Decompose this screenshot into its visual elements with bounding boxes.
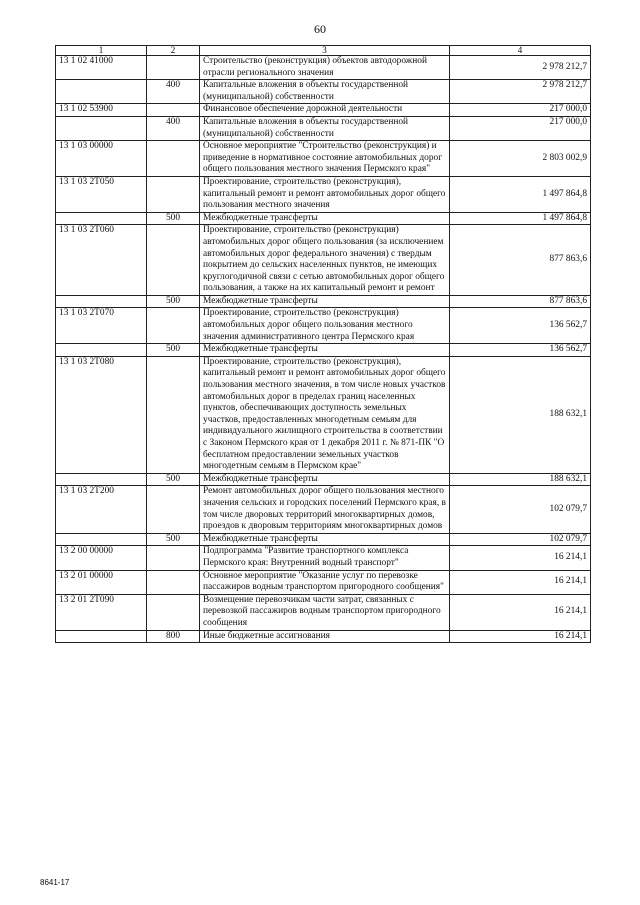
expense-type-cell: 500 [147, 473, 200, 486]
description-cell: Межбюджетные трансферты [200, 344, 450, 357]
expense-type-cell [147, 141, 200, 177]
amount-cell: 16 214,1 [450, 570, 591, 594]
amount-cell: 136 562,7 [450, 344, 591, 357]
expense-type-cell [147, 308, 200, 344]
table-row [56, 141, 591, 177]
amount-cell: 188 632,1 [450, 473, 591, 486]
amount-cell: 16 214,1 [450, 630, 591, 643]
description-cell: Финансовое обеспечение дорожной деятельности [200, 104, 450, 117]
expense-type-cell [147, 176, 200, 212]
expense-type-cell: 400 [147, 116, 200, 140]
budget-code-cell [56, 295, 147, 308]
expense-type-cell [147, 225, 200, 296]
description-cell: Основное мероприятие "Оказание услуг по перевозке пассажиров водным транспортом пригородного сообщения" [200, 570, 450, 594]
column-header: 3 [200, 46, 450, 56]
description-cell: Проектирование, строительство (реконструкция), капитальный ремонт и ремонт автомобильных дорог общего пользования местного значения, в том числе новых участков автомобильных дорог в пределах границ населенных пунктов, обеспечивающих доступность земельных участков, предоставленных многодетным семьям для индивидуального жилищного строительства в соответствии с Законом Пермского края от 1 декабря 2011 г. № 871-ПК "О бесплатном предоставлении земельных участков многодетным семьям в Пермском крае" [200, 356, 450, 473]
budget-code-cell: 13 2 01 2T090 [56, 594, 147, 630]
budget-code-cell [56, 473, 147, 486]
table-row [56, 212, 591, 225]
table-row [56, 473, 591, 486]
table-row [56, 176, 591, 212]
table-row [56, 356, 591, 473]
budget-code-cell: 13 1 02 41000 [56, 56, 147, 80]
expense-type-cell [147, 104, 200, 117]
description-cell: Межбюджетные трансферты [200, 473, 450, 486]
amount-cell: 217 000,0 [450, 104, 591, 117]
description-cell: Проектирование, строительство (реконструкция) автомобильных дорог общего пользования местного значения административного центра Пермского края [200, 308, 450, 344]
table-row [56, 80, 591, 104]
description-cell: Проектирование, строительство (реконструкция), капитальный ремонт и ремонт автомобильных дорог общего пользования местного значения [200, 176, 450, 212]
amount-cell: 16 214,1 [450, 594, 591, 630]
column-header: 4 [450, 46, 591, 56]
description-cell: Подпрограмма "Развитие транспортного комплекса Пермского края: Внутренний водный транспорт" [200, 546, 450, 570]
table-row [56, 104, 591, 117]
budget-code-cell: 13 2 00 00000 [56, 546, 147, 570]
amount-cell: 877 863,6 [450, 225, 591, 296]
description-cell: Ремонт автомобильных дорог общего пользования местного значения сельских и городских поселений Пермского края, в том числе дворовых территорий многоквартирных домов, проездов к дворовым территориям многоквартирных домов [200, 486, 450, 533]
expense-type-cell: 500 [147, 295, 200, 308]
description-cell: Возмещение перевозчикам части затрат, связанных с перевозкой пассажиров водным транспортом пригородного сообщения [200, 594, 450, 630]
budget-code-cell: 13 2 01 00000 [56, 570, 147, 594]
budget-code-cell: 13 1 03 2T060 [56, 225, 147, 296]
amount-cell: 217 000,0 [450, 116, 591, 140]
amount-cell: 1 497 864,8 [450, 212, 591, 225]
table-row [56, 594, 591, 630]
budget-table [55, 45, 591, 643]
amount-cell: 2 803 002,9 [450, 141, 591, 177]
amount-cell: 16 214,1 [450, 546, 591, 570]
expense-type-cell: 500 [147, 344, 200, 357]
column-header: 2 [147, 46, 200, 56]
budget-code-cell: 13 1 03 2T050 [56, 176, 147, 212]
document-code: 8641-17 [40, 878, 70, 887]
budget-code-cell: 13 1 03 2T200 [56, 486, 147, 533]
expense-type-cell: 500 [147, 533, 200, 546]
expense-type-cell [147, 570, 200, 594]
budget-code-cell [56, 344, 147, 357]
amount-cell: 877 863,6 [450, 295, 591, 308]
table-row [56, 533, 591, 546]
description-cell: Строительство (реконструкция) объектов автодорожной отрасли регионального значения [200, 56, 450, 80]
budget-code-cell: 13 1 02 53900 [56, 104, 147, 117]
description-cell: Основное мероприятие "Строительство (реконструкция) и приведение в нормативное состояние автомобильных дорог общего пользования местного значения Пермского края" [200, 141, 450, 177]
table-row [56, 56, 591, 80]
table-row [56, 308, 591, 344]
amount-cell: 1 497 864,8 [450, 176, 591, 212]
amount-cell: 188 632,1 [450, 356, 591, 473]
expense-type-cell: 800 [147, 630, 200, 643]
table-row [56, 295, 591, 308]
budget-code-cell [56, 630, 147, 643]
description-cell: Иные бюджетные ассигнования [200, 630, 450, 643]
amount-cell: 2 978 212,7 [450, 80, 591, 104]
description-cell: Межбюджетные трансферты [200, 212, 450, 225]
table-row [56, 116, 591, 140]
description-cell: Капитальные вложения в объекты государственной (муниципальной) собственности [200, 80, 450, 104]
amount-cell: 102 079,7 [450, 533, 591, 546]
amount-cell: 2 978 212,7 [450, 56, 591, 80]
budget-code-cell [56, 80, 147, 104]
expense-type-cell [147, 486, 200, 533]
expense-type-cell: 500 [147, 212, 200, 225]
budget-code-cell: 13 1 03 00000 [56, 141, 147, 177]
budget-code-cell [56, 116, 147, 140]
expense-type-cell: 400 [147, 80, 200, 104]
table-row [56, 486, 591, 533]
budget-code-cell [56, 212, 147, 225]
expense-type-cell [147, 56, 200, 80]
budget-code-cell: 13 1 03 2T080 [56, 356, 147, 473]
page-number: 60 [314, 22, 326, 36]
amount-cell: 136 562,7 [450, 308, 591, 344]
description-cell: Межбюджетные трансферты [200, 295, 450, 308]
table-row [56, 344, 591, 357]
table-header-row [56, 46, 591, 56]
table-row [56, 225, 591, 296]
description-cell: Межбюджетные трансферты [200, 533, 450, 546]
budget-code-cell [56, 533, 147, 546]
table-row [56, 546, 591, 570]
expense-type-cell [147, 594, 200, 630]
description-cell: Капитальные вложения в объекты государственной (муниципальной) собственности [200, 116, 450, 140]
amount-cell: 102 079,7 [450, 486, 591, 533]
table-row [56, 570, 591, 594]
column-header: 1 [56, 46, 147, 56]
description-cell: Проектирование, строительство (реконструкция) автомобильных дорог общего пользования (за исключением автомобильных дорог федерального значения) с твердым покрытием до сельских населенных пунктов, не имеющих круглогодичной связи с сетью автомобильных дорог общего пользования, а также на их капитальный ремонт и ремонт [200, 225, 450, 296]
table-row [56, 630, 591, 643]
expense-type-cell [147, 546, 200, 570]
budget-code-cell: 13 1 03 2T070 [56, 308, 147, 344]
expense-type-cell [147, 356, 200, 473]
